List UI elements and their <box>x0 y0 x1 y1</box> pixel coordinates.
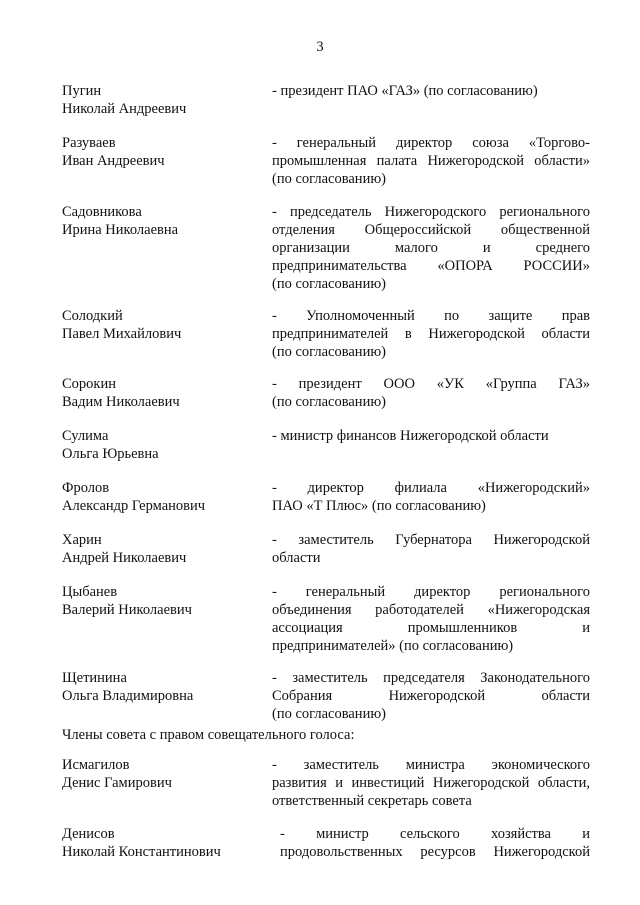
member-name <box>62 375 262 411</box>
position-line: - директор филиала «Нижегородский» <box>272 480 590 496</box>
position-line: - заместитель министра экономического <box>272 757 590 773</box>
member-surname: Исмагилов <box>62 757 130 773</box>
member-position <box>272 756 590 810</box>
member-surname: Цыбанев <box>62 584 118 600</box>
member-given-names: Иван Андреевич <box>62 153 165 169</box>
member-position <box>272 427 590 445</box>
member-name <box>62 82 262 118</box>
position-line: ассоциация промышленников и <box>272 620 590 636</box>
position-line: ответственный секретарь совета <box>272 793 472 809</box>
member-position <box>280 825 590 861</box>
position-line: - генеральный директор регионального <box>272 584 590 600</box>
member-position <box>272 479 590 515</box>
member-surname: Пугин <box>62 83 102 99</box>
member-name <box>62 203 262 239</box>
member-given-names: Александр Германович <box>62 498 206 514</box>
member-position <box>272 583 590 655</box>
member-given-names: Денис Гамирович <box>62 775 172 791</box>
member-position <box>272 307 590 361</box>
position-line: предпринимателей в Нижегородской области <box>272 326 590 342</box>
member-given-names: Николай Константинович <box>62 844 221 860</box>
member-surname: Солодкий <box>62 308 123 324</box>
member-surname: Садовникова <box>62 204 142 220</box>
member-name <box>62 479 262 515</box>
position-line: ПАО «Т Плюс» (по согласованию) <box>272 498 486 514</box>
member-surname: Харин <box>62 532 102 548</box>
position-line: - председатель Нижегородского регионального <box>272 204 590 220</box>
position-line: промышленная палата Нижегородской области» <box>272 153 590 169</box>
member-surname: Фролов <box>62 480 110 496</box>
member-surname: Сорокин <box>62 376 116 392</box>
member-given-names: Ольга Владимировна <box>62 688 194 704</box>
member-surname: Разуваев <box>62 135 116 151</box>
position-line: - министр финансов Нижегородской области <box>272 428 549 444</box>
position-line: (по согласованию) <box>272 706 386 722</box>
position-line: - генеральный директор союза «Торгово- <box>272 135 590 151</box>
member-given-names: Валерий Николаевич <box>62 602 192 618</box>
member-position <box>272 669 590 723</box>
member-position <box>272 203 590 293</box>
position-line: - заместитель председателя Законодательного <box>272 670 590 686</box>
member-name <box>62 756 262 792</box>
member-surname: Щетинина <box>62 670 127 686</box>
member-given-names: Павел Михайлович <box>62 326 182 342</box>
position-line: - министр сельского хозяйства и <box>280 826 590 842</box>
position-line: (по согласованию) <box>272 394 386 410</box>
position-line: развития и инвестиций Нижегородской области, <box>272 775 590 791</box>
member-name <box>62 669 262 705</box>
member-position <box>272 531 590 567</box>
member-surname: Сулима <box>62 428 109 444</box>
position-line: продовольственных ресурсов Нижегородской <box>280 844 590 860</box>
member-surname: Денисов <box>62 826 115 842</box>
member-position <box>272 375 590 411</box>
member-name <box>62 307 262 343</box>
position-line: области <box>272 550 321 566</box>
page-number: 3 <box>316 39 324 55</box>
position-line: - Уполномоченный по защите прав <box>272 308 590 324</box>
member-position <box>272 134 590 188</box>
member-given-names: Ольга Юрьевна <box>62 446 159 462</box>
member-name <box>62 825 262 861</box>
position-line: предпринимателей» (по согласованию) <box>272 638 514 654</box>
member-name <box>62 531 262 567</box>
member-given-names: Андрей Николаевич <box>62 550 187 566</box>
position-line: организации малого и среднего <box>272 240 590 256</box>
member-given-names: Николай Андреевич <box>62 101 187 117</box>
position-line: - президент ООО «УК «Группа ГАЗ» <box>272 376 590 392</box>
position-line: Собрания Нижегородской области <box>272 688 590 704</box>
member-name <box>62 134 262 170</box>
member-name <box>62 427 262 463</box>
position-line: (по согласованию) <box>272 276 386 292</box>
position-line: отделения Общероссийской общественной <box>272 222 590 238</box>
member-given-names: Ирина Николаевна <box>62 222 179 238</box>
member-position <box>272 82 590 100</box>
position-line: - заместитель Губернатора Нижегородской <box>272 532 590 548</box>
member-given-names: Вадим Николаевич <box>62 394 180 410</box>
member-name <box>62 583 262 619</box>
position-line: - президент ПАО «ГАЗ» (по согласованию) <box>272 83 538 99</box>
section-label-advisory: Члены совета с правом совещательного голоса: <box>62 727 355 743</box>
position-line: (по согласованию) <box>272 171 386 187</box>
position-line: (по согласованию) <box>272 344 386 360</box>
position-line: предпринимательства «ОПОРА РОССИИ» <box>272 258 590 274</box>
position-line: объединения работодателей «Нижегородская <box>272 602 590 618</box>
